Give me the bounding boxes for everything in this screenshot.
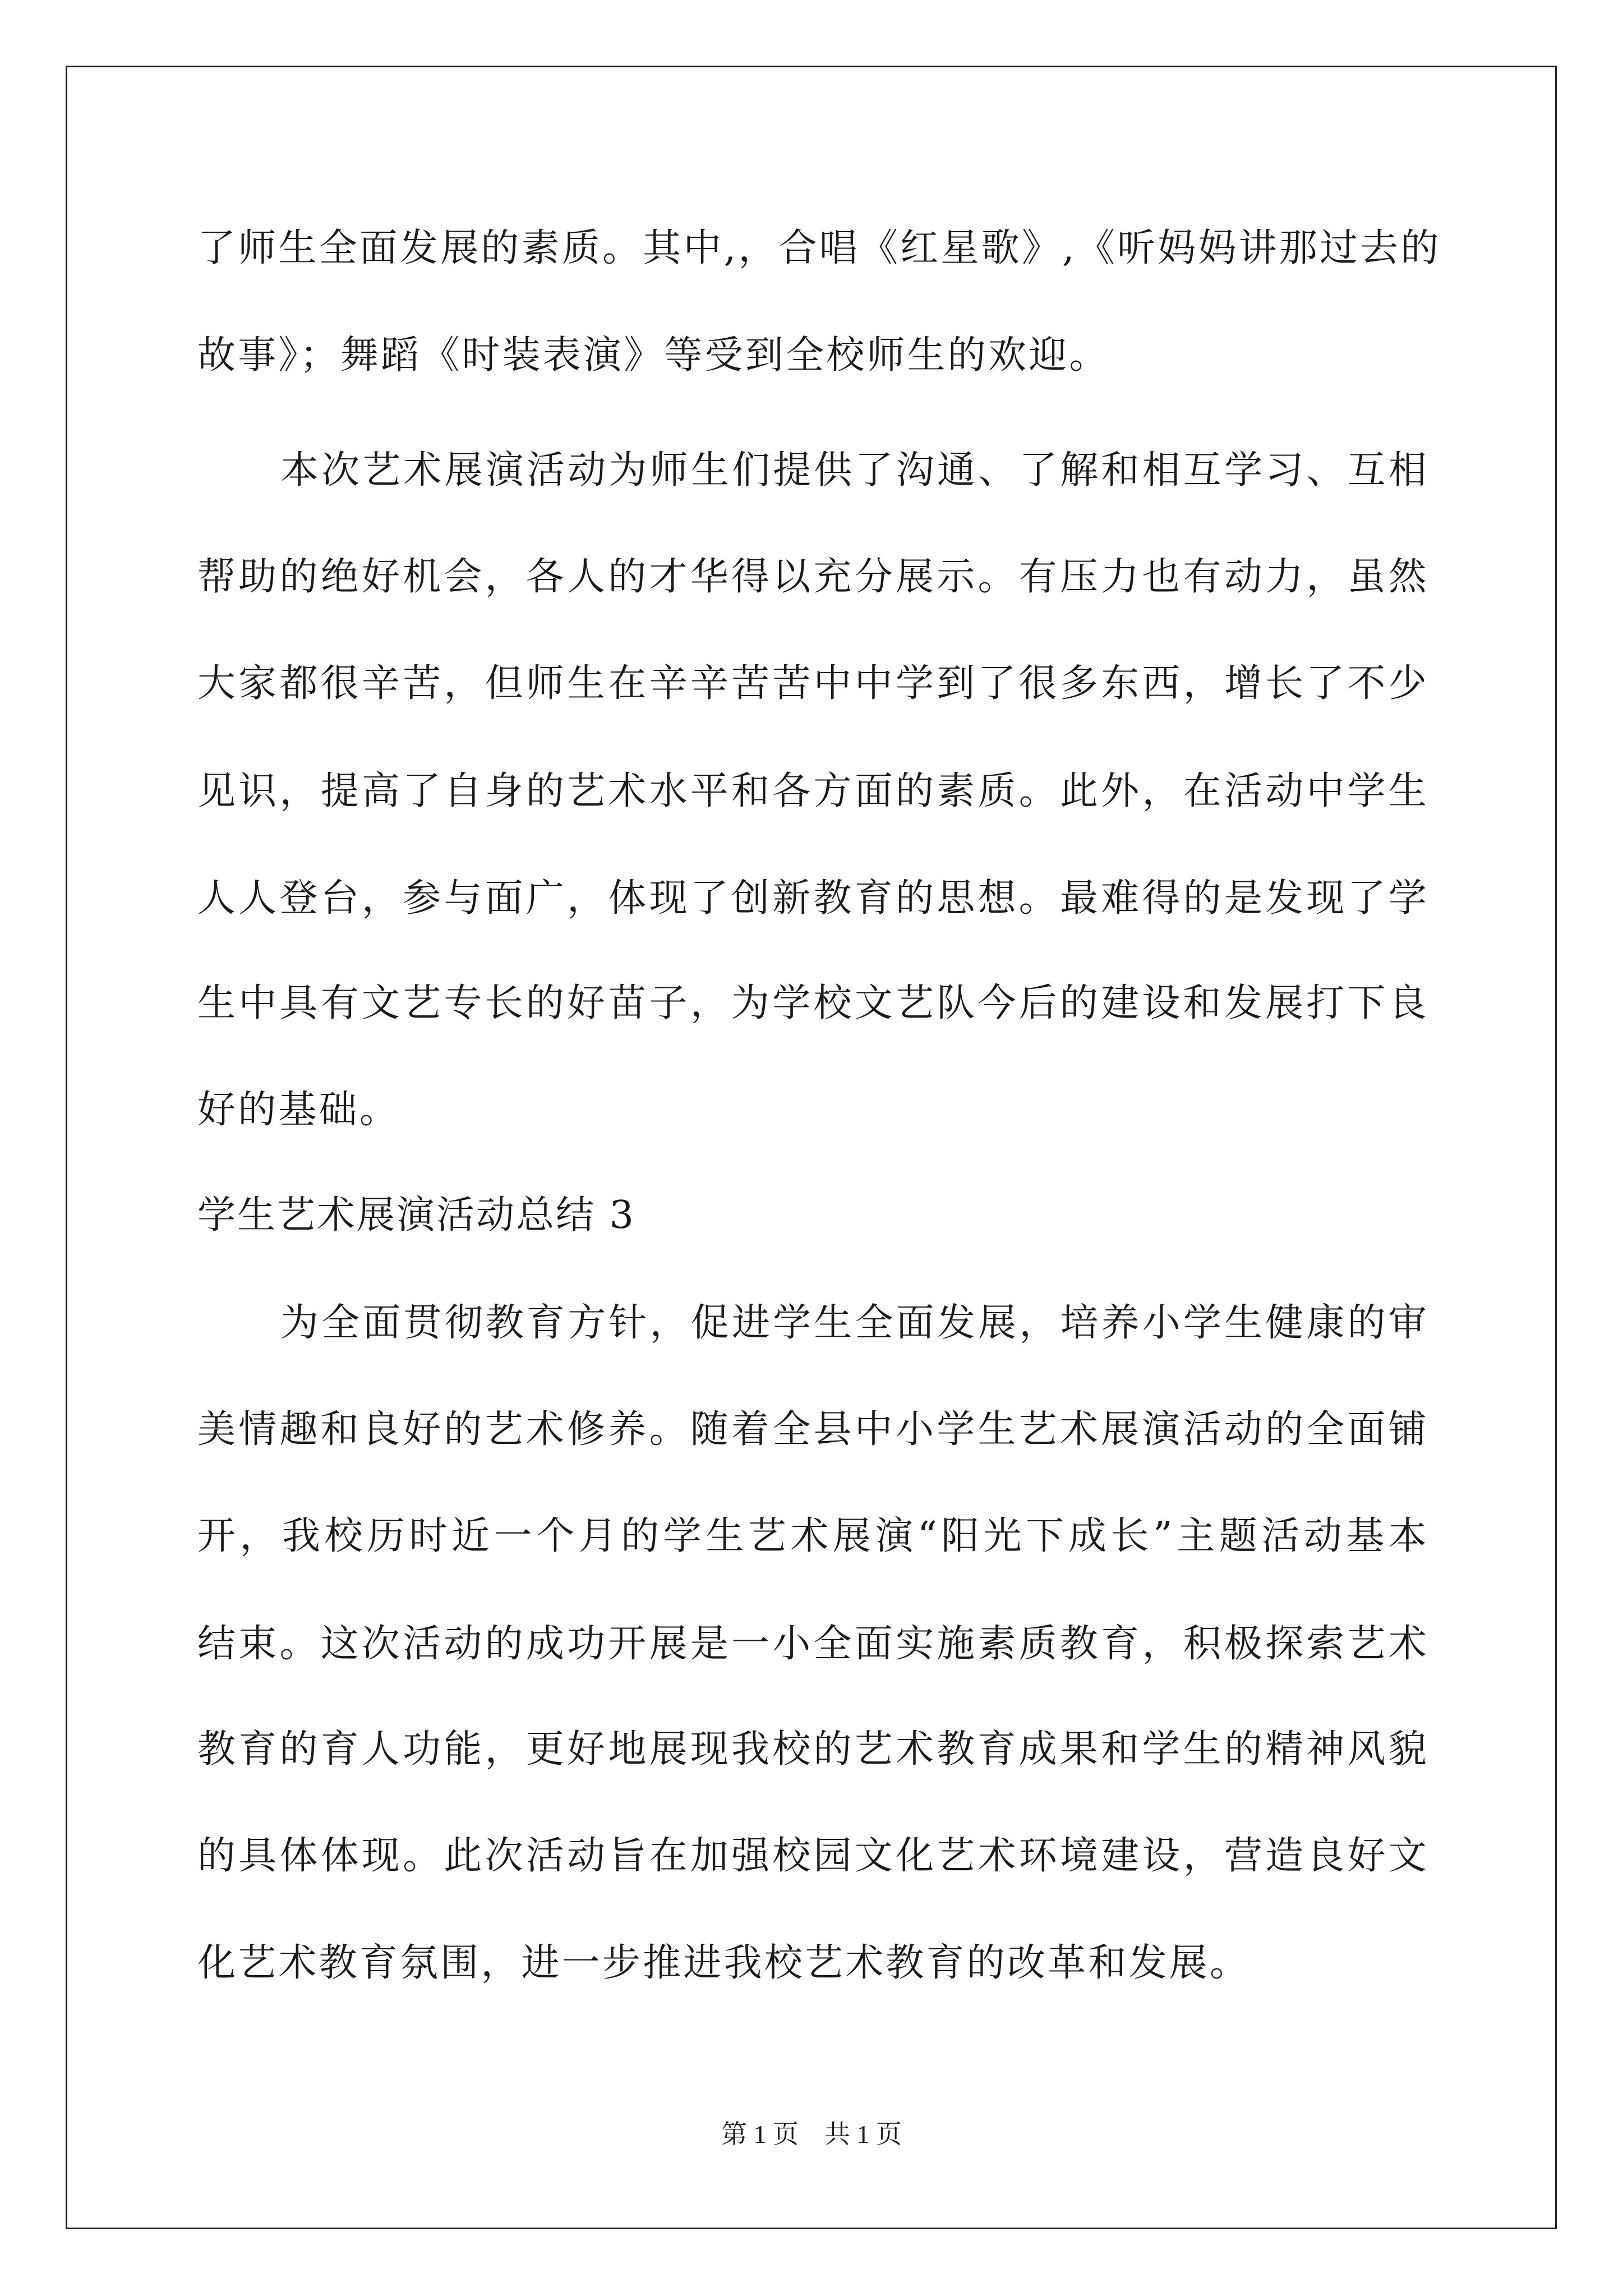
paragraph-2-line-7: 好的基础。 (197, 1088, 400, 1132)
paragraph-3-line-4: 结束。这次活动的成功开展是一小全面实施素质教育，积极探索艺术 (197, 1622, 1429, 1666)
paragraph-3-line-6: 的具体体现。此次活动旨在加强校园文化艺术环境建设，营造良好文 (197, 1834, 1429, 1878)
paragraph-2-line-1: 本次艺术展演活动为师生们提供了沟通、了解和相互学习、互相 (280, 448, 1429, 493)
paragraph-3-line-3: 开，我校历时近一个月的学生艺术展演“阳光下成长”主题活动基本 (197, 1514, 1429, 1558)
paragraph-3-line-2: 美情趣和良好的艺术修养。随着全县中小学生艺术展演活动的全面铺 (197, 1407, 1429, 1452)
section-heading: 学生艺术展演活动总结 3 (197, 1193, 635, 1237)
paragraph-1-line-1: 了师生全面发展的素质。其中,，合唱《红星歌》,《听妈妈讲那过去的 (197, 226, 1441, 270)
paragraph-1-line-2: 故事》；舞蹈《时装表演》等受到全校师生的欢迎。 (197, 333, 1110, 378)
paragraph-3-line-7: 化艺术教育氛围，进一步推进我校艺术教育的改革和发展。 (197, 1941, 1251, 1985)
paragraph-2-line-3: 大家都很辛苦，但师生在辛辛苦苦中中学到了很多东西，增长了不少 (197, 661, 1429, 706)
paragraph-3-line-5: 教育的育人功能，更好地展现我校的艺术教育成果和学生的精神风貌 (197, 1727, 1429, 1772)
paragraph-2-line-4: 见识，提高了自身的艺术水平和各方面的素质。此外，在活动中学生 (197, 769, 1429, 813)
paragraph-3-line-1: 为全面贯彻教育方针，促进学生全面发展，培养小学生健康的审 (280, 1301, 1429, 1345)
paragraph-2-line-6: 生中具有文艺专长的好苗子，为学校文艺队今后的建设和发展打下良 (197, 981, 1429, 1025)
page-border (66, 66, 1557, 2229)
paragraph-2-line-5: 人人登台，参与面广，体现了创新教育的思想。最难得的是发现了学 (197, 876, 1429, 921)
page-number-footer: 第 1 页 共 1 页 (721, 2120, 902, 2148)
paragraph-2-line-2: 帮助的绝好机会，各人的才华得以充分展示。有压力也有动力，虽然 (197, 555, 1429, 599)
